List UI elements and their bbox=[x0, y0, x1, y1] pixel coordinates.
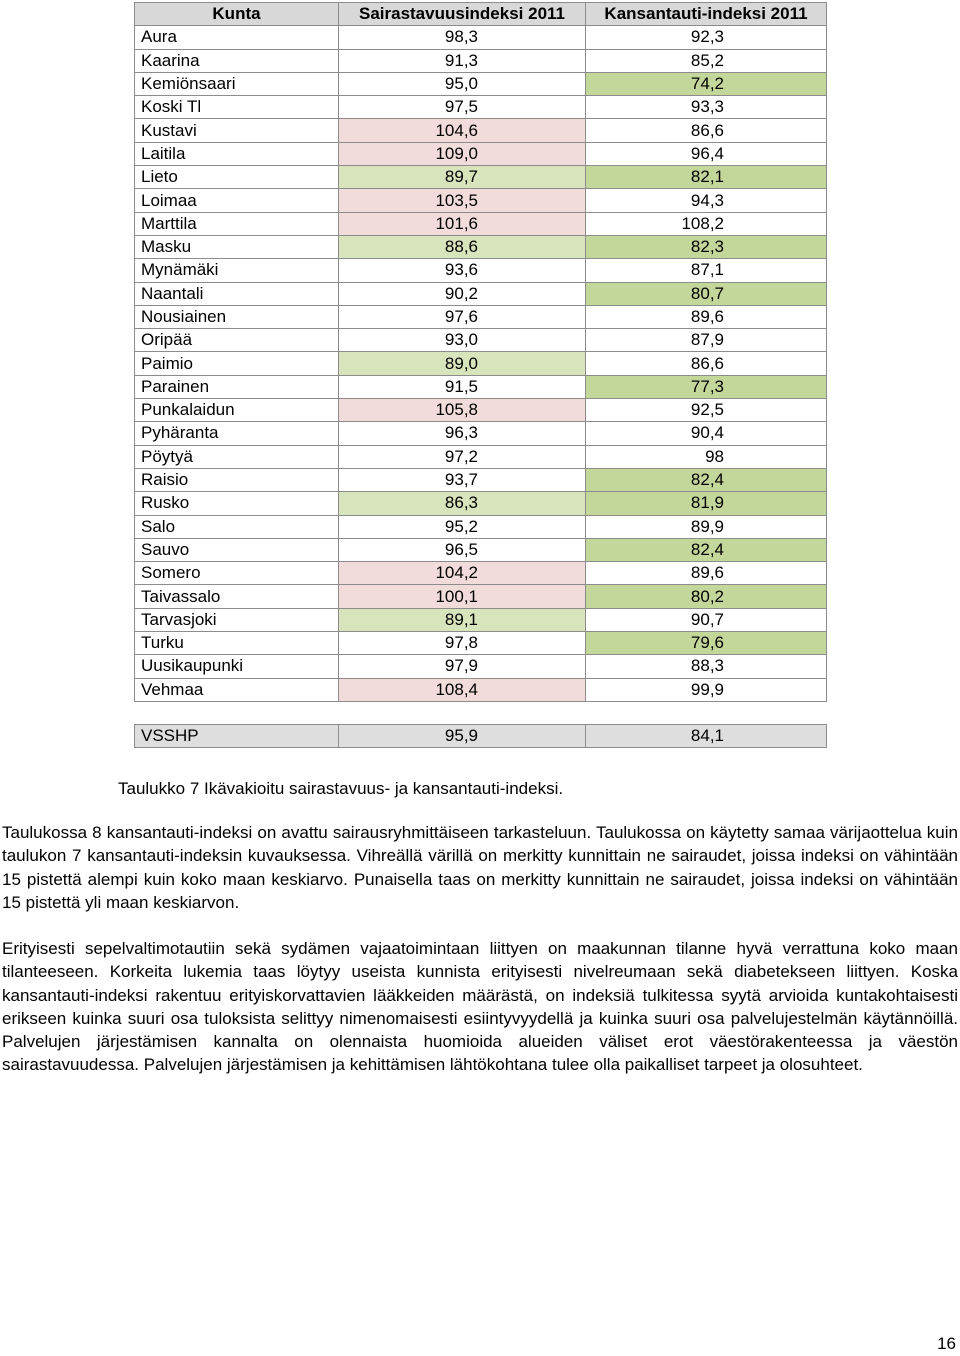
cell-kunta: Oripää bbox=[135, 329, 339, 352]
cell-sairastavuus: 97,5 bbox=[339, 96, 586, 119]
cell-sairastavuus: 95,2 bbox=[339, 515, 586, 538]
header-kunta: Kunta bbox=[135, 3, 339, 26]
table-row bbox=[135, 632, 827, 655]
header-sairastavuusindeksi: Sairastavuusindeksi 2011 bbox=[339, 3, 586, 26]
cell-sairastavuus: 93,6 bbox=[339, 259, 586, 282]
cell-kansantauti: 90,4 bbox=[586, 422, 827, 445]
cell-sairastavuus: 101,6 bbox=[339, 212, 586, 235]
cell-sairastavuus: 97,8 bbox=[339, 632, 586, 655]
table-total-row bbox=[135, 724, 827, 747]
cell-kansantauti: 82,3 bbox=[586, 235, 827, 258]
cell-kunta: Taivassalo bbox=[135, 585, 339, 608]
table-row bbox=[135, 235, 827, 258]
cell-sairastavuus: 109,0 bbox=[339, 142, 586, 165]
cell-kunta: Kemiönsaari bbox=[135, 72, 339, 95]
table-row bbox=[135, 282, 827, 305]
table-row bbox=[135, 515, 827, 538]
table-row bbox=[135, 352, 827, 375]
cell-kunta: Marttila bbox=[135, 212, 339, 235]
cell-sairastavuus: 97,2 bbox=[339, 445, 586, 468]
cell-kunta: Raisio bbox=[135, 468, 339, 491]
table-row bbox=[135, 72, 827, 95]
cell-kansantauti: 92,5 bbox=[586, 399, 827, 422]
cell-kansantauti: 81,9 bbox=[586, 492, 827, 515]
cell-sairastavuus: 108,4 bbox=[339, 678, 586, 701]
cell-sairastavuus: 93,0 bbox=[339, 329, 586, 352]
cell-kunta: Kustavi bbox=[135, 119, 339, 142]
cell-kansantauti: 77,3 bbox=[586, 375, 827, 398]
cell-kansantauti: 80,2 bbox=[586, 585, 827, 608]
table-row bbox=[135, 96, 827, 119]
table-row bbox=[135, 142, 827, 165]
table-row bbox=[135, 49, 827, 72]
cell-sairastavuus: 103,5 bbox=[339, 189, 586, 212]
cell-sairastavuus: 97,6 bbox=[339, 305, 586, 328]
cell-kansantauti: 96,4 bbox=[586, 142, 827, 165]
cell-sairastavuus: 90,2 bbox=[339, 282, 586, 305]
cell-kunta: Loimaa bbox=[135, 189, 339, 212]
cell-kunta: Paimio bbox=[135, 352, 339, 375]
cell-kunta: Vehmaa bbox=[135, 678, 339, 701]
cell-kansantauti: 87,1 bbox=[586, 259, 827, 282]
cell-kansantauti: 89,9 bbox=[586, 515, 827, 538]
cell-kunta: Koski Tl bbox=[135, 96, 339, 119]
cell-sairastavuus: 91,5 bbox=[339, 375, 586, 398]
cell-kansantauti: 88,3 bbox=[586, 655, 827, 678]
cell-kunta: Parainen bbox=[135, 375, 339, 398]
table-spacer-row bbox=[135, 701, 827, 724]
cell-sairastavuus: 96,3 bbox=[339, 422, 586, 445]
cell-sairastavuus: 91,3 bbox=[339, 49, 586, 72]
cell-kunta: Naantali bbox=[135, 282, 339, 305]
cell-kunta: Mynämäki bbox=[135, 259, 339, 282]
cell-sairastavuus: 104,6 bbox=[339, 119, 586, 142]
table-row bbox=[135, 655, 827, 678]
paragraph-2: Erityisesti sepelvaltimotautiin sekä sydämen vajaatoimintaan liittyen on maakunnan tilanne hyvä verrattuna koko maan tilanteeseen. Korkeita lukemia taas löytyy useista kunnista erityisesti nivelreumaan sekä diabetekseen liittyen. Koska kansantauti-indeksi rakentuu erityiskorvattavien lääkkeiden määrästä, on indeksiä tulkitessa syytä arvioida kuntakohtaisesti erikseen kuinka suuri osa tuloksista selittyy nimenomaisesti esiintyvyydellä ja kuinka suuri osa palvelujestelmän käytännöillä. Palvelujen järjestämisen kannalta on olennaista huomioida alueiden väliset erot väestörakenteessa ja väestön sairastavuudessa. Palvelujen järjestämisen ja kehittämisen lähtökohtana tulee olla paikalliset tarpeet ja olosuhteet. bbox=[2, 939, 958, 1075]
cell-kansantauti: 89,6 bbox=[586, 562, 827, 585]
cell-kansantauti: 87,9 bbox=[586, 329, 827, 352]
table-row bbox=[135, 608, 827, 631]
cell-sairastavuus: 104,2 bbox=[339, 562, 586, 585]
cell-kansantauti: 89,6 bbox=[586, 305, 827, 328]
cell-kansantauti: 99,9 bbox=[586, 678, 827, 701]
total-cell-sairastavuus: 95,9 bbox=[339, 724, 586, 747]
cell-sairastavuus: 97,9 bbox=[339, 655, 586, 678]
table-row bbox=[135, 375, 827, 398]
cell-kunta: Masku bbox=[135, 235, 339, 258]
cell-kunta: Laitila bbox=[135, 142, 339, 165]
table-row bbox=[135, 585, 827, 608]
cell-kansantauti: 80,7 bbox=[586, 282, 827, 305]
cell-kunta: Turku bbox=[135, 632, 339, 655]
cell-sairastavuus: 86,3 bbox=[339, 492, 586, 515]
table-header-row bbox=[135, 3, 827, 26]
table-body bbox=[135, 26, 827, 748]
table-row bbox=[135, 399, 827, 422]
cell-kansantauti: 93,3 bbox=[586, 96, 827, 119]
cell-kunta: Nousiainen bbox=[135, 305, 339, 328]
cell-kunta: Tarvasjoki bbox=[135, 608, 339, 631]
cell-kunta: Uusikaupunki bbox=[135, 655, 339, 678]
cell-kansantauti: 86,6 bbox=[586, 352, 827, 375]
table-row bbox=[135, 26, 827, 49]
cell-kunta: Salo bbox=[135, 515, 339, 538]
cell-kansantauti: 79,6 bbox=[586, 632, 827, 655]
cell-kansantauti: 82,4 bbox=[586, 538, 827, 561]
cell-sairastavuus: 89,7 bbox=[339, 166, 586, 189]
cell-kunta: Kaarina bbox=[135, 49, 339, 72]
page-number: 16 bbox=[937, 1334, 956, 1353]
table-row bbox=[135, 166, 827, 189]
paragraph-1: Taulukossa 8 kansantauti-indeksi on avattu sairausryhmittäiseen tarkasteluun. Taulukossa on käytetty samaa värijaottelua kuin taulukon 7 kansantauti-indeksin kuvauksessa. Vihreällä värillä on merkitty kunnittain ne sairaudet, joissa indeksi on vähintään 15 pistettä alempi kuin koko maan keskiarvo. Punaisella taas on merkitty kunnittain ne sairaudet, joissa indeksi on vähintään 15 pistettä yli maan keskiarvon. bbox=[2, 823, 958, 912]
total-cell-kansantauti: 84,1 bbox=[586, 724, 827, 747]
cell-kunta: Aura bbox=[135, 26, 339, 49]
cell-kunta: Somero bbox=[135, 562, 339, 585]
table-row bbox=[135, 189, 827, 212]
cell-sairastavuus: 96,5 bbox=[339, 538, 586, 561]
table-row bbox=[135, 259, 827, 282]
cell-kansantauti: 85,2 bbox=[586, 49, 827, 72]
cell-kunta: Lieto bbox=[135, 166, 339, 189]
cell-sairastavuus: 100,1 bbox=[339, 585, 586, 608]
cell-kansantauti: 90,7 bbox=[586, 608, 827, 631]
table-row bbox=[135, 445, 827, 468]
cell-kansantauti: 92,3 bbox=[586, 26, 827, 49]
cell-kansantauti: 108,2 bbox=[586, 212, 827, 235]
cell-kansantauti: 82,4 bbox=[586, 468, 827, 491]
table-row bbox=[135, 305, 827, 328]
index-table bbox=[134, 2, 827, 748]
cell-kunta: Rusko bbox=[135, 492, 339, 515]
cell-kunta: Punkalaidun bbox=[135, 399, 339, 422]
cell-sairastavuus: 98,3 bbox=[339, 26, 586, 49]
table-row bbox=[135, 468, 827, 491]
cell-kunta: Pöytyä bbox=[135, 445, 339, 468]
table-caption: Taulukko 7 Ikävakioitu sairastavuus- ja kansantauti-indeksi. bbox=[118, 779, 564, 798]
table-row bbox=[135, 212, 827, 235]
total-cell-kunta: VSSHP bbox=[135, 724, 339, 747]
cell-kansantauti: 74,2 bbox=[586, 72, 827, 95]
table-row bbox=[135, 329, 827, 352]
table-row bbox=[135, 562, 827, 585]
table-row bbox=[135, 492, 827, 515]
cell-kansantauti: 94,3 bbox=[586, 189, 827, 212]
header-kansantauti-indeksi: Kansantauti-indeksi 2011 bbox=[586, 3, 827, 26]
cell-sairastavuus: 95,0 bbox=[339, 72, 586, 95]
cell-sairastavuus: 93,7 bbox=[339, 468, 586, 491]
cell-kansantauti: 82,1 bbox=[586, 166, 827, 189]
cell-kunta: Pyhäranta bbox=[135, 422, 339, 445]
cell-kunta: Sauvo bbox=[135, 538, 339, 561]
cell-sairastavuus: 89,0 bbox=[339, 352, 586, 375]
cell-kansantauti: 98 bbox=[586, 445, 827, 468]
table-row bbox=[135, 422, 827, 445]
table-row bbox=[135, 119, 827, 142]
cell-sairastavuus: 105,8 bbox=[339, 399, 586, 422]
cell-sairastavuus: 88,6 bbox=[339, 235, 586, 258]
table-row bbox=[135, 538, 827, 561]
cell-sairastavuus: 89,1 bbox=[339, 608, 586, 631]
cell-kansantauti: 86,6 bbox=[586, 119, 827, 142]
index-table-wrapper bbox=[134, 2, 826, 748]
table-row bbox=[135, 678, 827, 701]
